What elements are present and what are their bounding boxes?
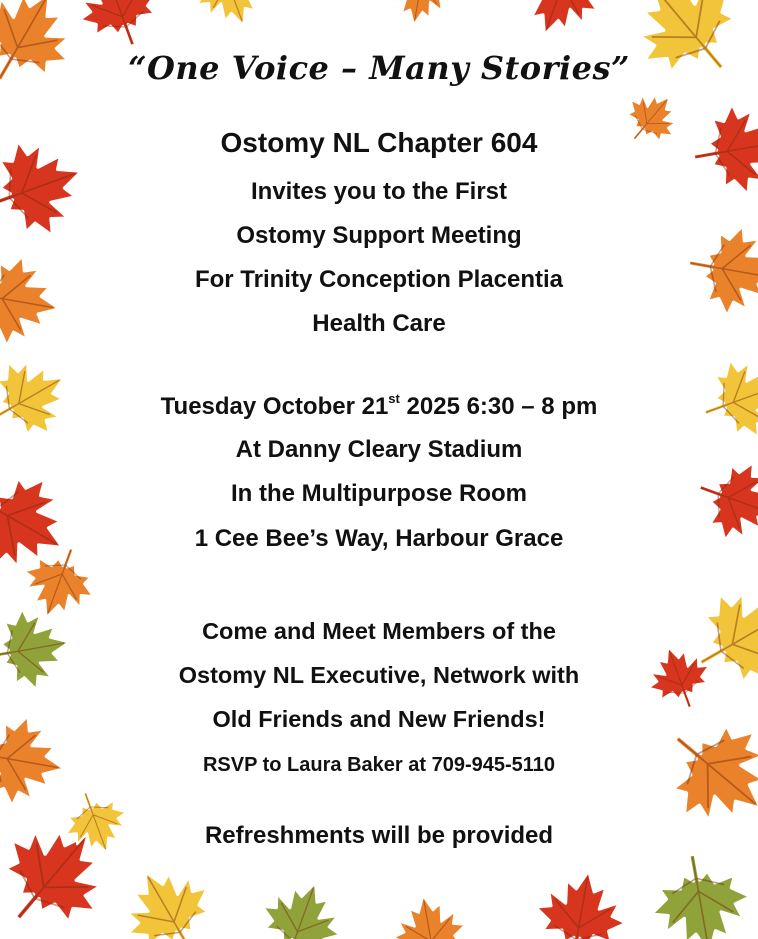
event-address: 1 Cee Bee’s Way, Harbour Grace (194, 525, 564, 552)
maple-leaf-icon (690, 346, 758, 452)
event-date (80, 391, 678, 420)
maple-leaf-icon (0, 707, 72, 814)
event-date-rest: 2025 6:30 – 8 pm (399, 393, 598, 420)
invite-line: Ostomy Support Meeting (236, 222, 522, 249)
maple-leaf-icon (0, 247, 67, 354)
maple-leaf-icon (0, 342, 85, 455)
chapter-title: Ostomy NL Chapter 604 (220, 127, 538, 158)
maple-leaf-icon (685, 448, 758, 554)
maple-leaf-icon (506, 0, 612, 48)
meet-line: Come and Meet Members of the (202, 618, 556, 644)
maple-leaf-icon (681, 217, 758, 324)
maple-leaf-icon (184, 0, 278, 38)
maple-leaf-icon (642, 846, 758, 939)
headline: “One Voice – Many Stories” (128, 49, 630, 87)
event-date-ordinal: st (388, 391, 400, 406)
refreshments-line: Refreshments will be provided (204, 822, 554, 849)
rsvp-line: RSVP to Laura Baker at 709-945-5110 (202, 754, 556, 776)
maple-leaf-icon (686, 96, 758, 203)
invite-line: Health Care (312, 310, 446, 337)
event-date-prefix: Tuesday October 21 (160, 393, 389, 420)
invite-line: Invites you to the First (250, 178, 508, 205)
maple-leaf-icon (0, 601, 77, 697)
maple-leaf-icon (105, 849, 231, 939)
maple-leaf-icon (382, 0, 457, 30)
meet-line: Old Friends and New Friends! (212, 706, 546, 732)
invite-line: For Trinity Conception Placentia (194, 266, 564, 293)
event-venue: At Danny Cleary Stadium (235, 436, 523, 463)
event-room: In the Multipurpose Room (231, 480, 527, 507)
maple-leaf-icon (248, 869, 354, 939)
meet-line: Ostomy NL Executive, Network with (178, 662, 580, 688)
maple-leaf-icon (527, 863, 634, 939)
maple-leaf-icon (387, 889, 472, 939)
